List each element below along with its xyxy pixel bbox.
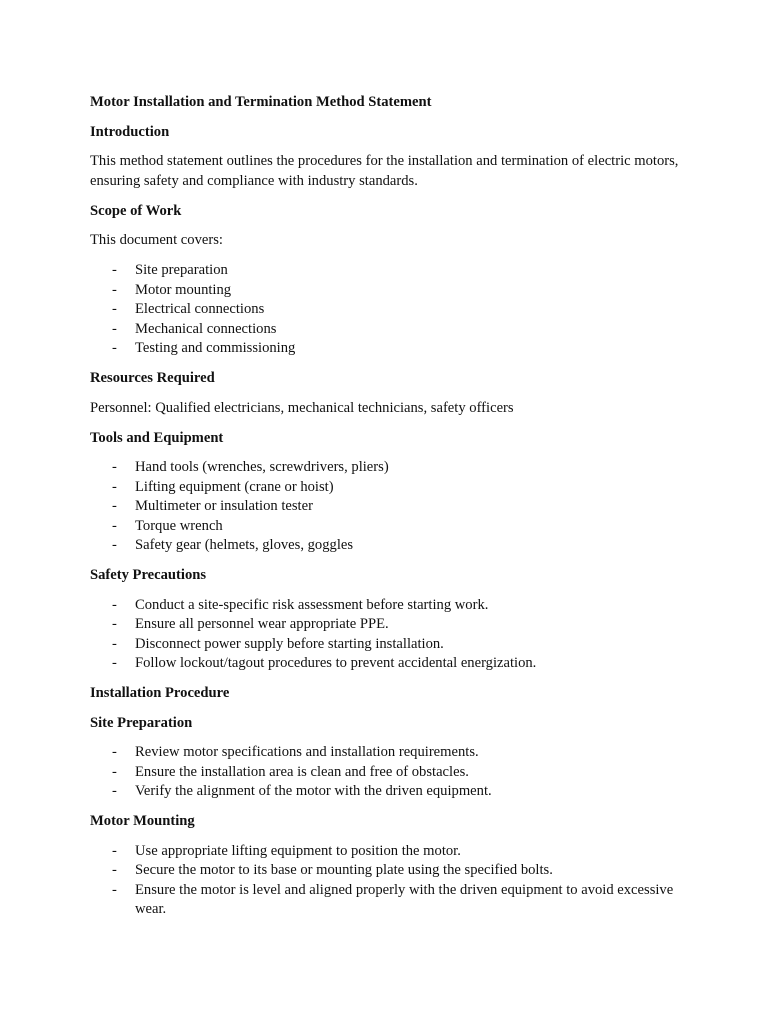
list-item	[90, 881, 690, 920]
list-item-text: Hand tools (wrenches, screwdrivers, pliers)	[135, 459, 389, 475]
list-item	[90, 320, 690, 340]
resources-text: Personnel: Qualified electricians, mechanical technicians, safety officers	[90, 399, 514, 416]
dash-bullet: -	[112, 281, 117, 298]
document-page	[90, 93, 690, 930]
dash-bullet: -	[112, 635, 117, 652]
list-item	[90, 458, 690, 478]
list-item	[90, 615, 690, 635]
dash-bullet: -	[112, 596, 117, 613]
list-item-text: Disconnect power supply before starting installation.	[135, 635, 444, 652]
safety-heading: Safety Precautions	[90, 567, 207, 583]
list-item-text: Mechanical connections	[135, 320, 277, 337]
list-item-text: Conduct a site-specific risk assessment before starting work.	[135, 596, 489, 613]
list-item	[90, 339, 690, 359]
dash-bullet: -	[112, 498, 117, 514]
list-item-text: Use appropriate lifting equipment to position the motor.	[135, 842, 461, 859]
list-item	[90, 654, 690, 674]
list-item-text: Review motor specifications and installation requirements.	[135, 744, 479, 760]
introduction-heading: Introduction	[90, 123, 170, 140]
dash-bullet: -	[112, 763, 117, 780]
dash-bullet: -	[112, 517, 117, 534]
dash-bullet: -	[112, 320, 117, 337]
list-item	[90, 517, 690, 537]
tools-heading: Tools and Equipment	[90, 429, 224, 446]
list-item	[90, 842, 690, 862]
list-item-text: Motor mounting	[135, 281, 232, 298]
dash-bullet: -	[112, 744, 117, 760]
scope-heading: Scope of Work	[90, 202, 182, 219]
list-item	[90, 281, 690, 301]
dash-bullet: -	[112, 862, 117, 878]
list-item-text: Site preparation	[135, 262, 228, 278]
dash-bullet: -	[112, 655, 117, 671]
list-item-text: Secure the motor to its base or mounting plate using the specified bolts.	[135, 862, 553, 878]
list-item-text: Torque wrench	[135, 517, 223, 534]
list-item	[90, 743, 690, 763]
list-item	[90, 763, 690, 783]
list-item-text: Multimeter or insulation tester	[135, 498, 313, 514]
list-item-text: Safety gear (helmets, gloves, goggles	[135, 537, 354, 553]
list-item-text: Follow lockout/tagout procedures to prevent accidental energization.	[135, 655, 537, 671]
list-item-text: Electrical connections	[135, 301, 265, 317]
dash-bullet: -	[112, 301, 117, 317]
motor-mounting-list	[90, 842, 690, 920]
list-item	[90, 497, 690, 517]
document-title: Motor Installation and Termination Method Statement	[90, 94, 432, 110]
list-item	[90, 596, 690, 616]
introduction-text: This method statement outlines the procedures for the installation and termination of electric motors, ensuring safety and compliance with industry standards.	[90, 153, 679, 189]
list-item-text: Testing and commissioning	[135, 340, 296, 356]
tools-list	[90, 458, 690, 556]
list-item	[90, 782, 690, 802]
list-item	[90, 536, 690, 556]
dash-bullet: -	[112, 459, 117, 475]
resources-heading: Resources Required	[90, 370, 215, 386]
dash-bullet: -	[112, 881, 117, 898]
list-item	[90, 478, 690, 498]
list-item-text: Ensure the installation area is clean and free of obstacles.	[135, 763, 469, 780]
dash-bullet: -	[112, 340, 117, 356]
scope-text: This document covers:	[90, 232, 223, 248]
list-item-text: Ensure all personnel wear appropriate PPE.	[135, 616, 389, 632]
safety-list	[90, 596, 690, 674]
dash-bullet: -	[112, 616, 117, 632]
list-item	[90, 261, 690, 281]
scope-list	[90, 261, 690, 359]
dash-bullet: -	[112, 537, 117, 553]
site-preparation-list	[90, 743, 690, 802]
motor-mounting-heading: Motor Mounting	[90, 813, 195, 829]
dash-bullet: -	[112, 783, 117, 799]
installation-heading: Installation Procedure	[90, 685, 230, 701]
list-item-text: Ensure the motor is level and aligned properly with the driven equipment to avoid excessive wear.	[135, 881, 674, 917]
list-item	[90, 300, 690, 320]
list-item-text: Verify the alignment of the motor with the driven equipment.	[135, 783, 492, 799]
list-item-text: Lifting equipment (crane or hoist)	[135, 478, 334, 495]
list-item	[90, 635, 690, 655]
list-item	[90, 861, 690, 881]
dash-bullet: -	[112, 262, 117, 278]
dash-bullet: -	[112, 478, 117, 495]
site-preparation-heading: Site Preparation	[90, 714, 193, 731]
dash-bullet: -	[112, 842, 117, 859]
